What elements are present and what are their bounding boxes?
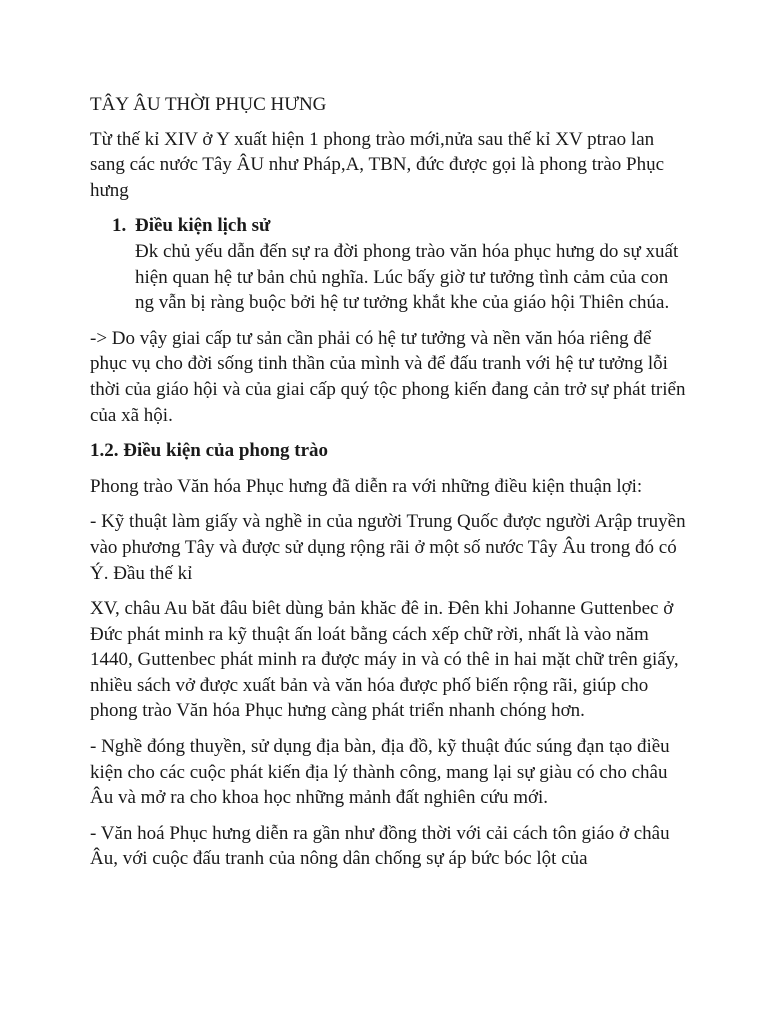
consequence-paragraph: -> Do vậy giai cấp tư sản cần phải có hệ tư tưởng và nền văn hóa riêng để phục vụ cho đời sống tinh thần của mình và để đấu tranh với hệ tư tưởng lỗi thời của giáo hội và của giai cấp quý tộc phong kiến đang cản trở sự phát triển của xã hội. [90, 327, 686, 426]
list-item-number: 1. [112, 215, 127, 237]
section-heading-1-2: 1.2. Điều kiện của phong trào [90, 440, 329, 462]
list-item-historical-conditions [90, 213, 690, 315]
shipbuilding-paragraph: - Nghề đóng thuyền, sử dụng địa bàn, địa đồ, kỹ thuật đúc súng đạn tạo điều kiện cho các cuộc phát kiến địa lý thành công, mang lại sự giàu có cho châu Âu và mở ra cho khoa học những mảnh đất nghiên cứu mới. [90, 736, 670, 809]
guttenberg-paragraph: XV, châu Au băt đâu biêt dùng bản khăc đê in. Đên khi Johanne Guttenbec ở Đức phát minh ra kỹ thuật ấn loát bằng cách xếp chữ rời, nhất là vào năm 1440, Guttenbec phát minh ra được máy in và có thê in hai mặt chữ trên giấy, nhiều sách vở được xuất bản và văn hóa được phố biến rộng rãi, giúp cho phong trào Văn hóa Phục hưng càng phát triển nhanh chóng hơn. [90, 598, 679, 722]
numbered-list [90, 213, 690, 315]
paper-printing-paragraph: - Kỹ thuật làm giấy và nghề in của người Trung Quốc được người Arập truyền vào phương Tây và được sử dụng rộng rãi ở một số nước Tây Âu trong đó có Ý. Đầu thế kỉ [90, 511, 686, 584]
religious-reform-paragraph: - Văn hoá Phục hưng diễn ra gần như đồng thời với cải cách tôn giáo ở châu Âu, với cuộc đấu tranh của nông dân chống sự áp bức bóc lột của [90, 822, 670, 870]
document-title: TÂY ÂU THỜI PHỤC HƯNG [90, 94, 327, 115]
intro-paragraph: Từ thế kỉ XIV ở Y xuất hiện 1 phong trào mới,nửa sau thế kỉ XV ptrao lan sang các nước Tây ÂU như Pháp,A, TBN, đức được gọi là phong trào Phục hưng [90, 128, 665, 201]
list-item-heading: Điều kiện lịch sử [135, 215, 271, 237]
document-page [90, 92, 690, 882]
conditions-paragraph: Phong trào Văn hóa Phục hưng đã diễn ra với những điều kiện thuận lợi: [90, 475, 643, 497]
list-item-body: Đk chủ yếu dẫn đến sự ra đời phong trào văn hóa phục hưng do sự xuất hiện quan hệ tư bản chủ nghĩa. Lúc bấy giờ tư tưởng tình cảm của con ng vẫn bị ràng buộc bởi hệ tư tưởng khắt khe của giáo hội Thiên chúa. [135, 240, 679, 314]
